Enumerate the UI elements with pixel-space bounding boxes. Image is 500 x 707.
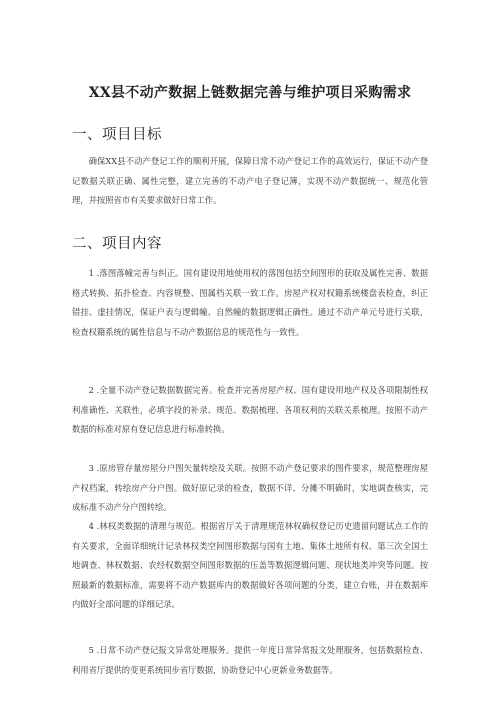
goal-paragraph: 确保XX县不动产登记工作的顺利开展，保障日常不动产登记工作的高效运行，保证不动产登记数据关联正确、属性完整，建立完善的不动产电子登记簿，实现不动产数据统一、规范化管理，并按照省市有关要求做好日常工作。 (72, 156, 428, 205)
content-paragraph-4: 4 .林权类数据的清理与规范。根据省厅关于清理规范林权确权登记历史遗留问题试点工作的有关要求，全面详细统计记录林权类空间图形数据与国有土地、集体土地所有权、第三次全国土地调查、林权数据、农经权数据空间图形数据的压盖等数据逻辑问题、现状地类冲突等问题。按照最新的数据标准，需要将不动产数据库内的数据做好各项问题的分类，建立台账，并在数据库内做好全部问题的详细记录。 (72, 521, 428, 609)
section-heading-goal: 一、项目目标 (72, 127, 162, 143)
document-title: XX县不动产数据上链数据完善与维护项目采购需求 (88, 85, 412, 101)
content-paragraph-1: 1 .落图落幢完善与纠正。国有建设用地使用权的落图包括空间图形的获取及属性完善、数据格式转换、拓扑检查、内容规整、图属档关联一致工作。房屋产权对权籍系统楼盘表检查，纠正错挂、虚挂情况，保证户表与逻辑幢、自然幢的数据逻辑正确性。通过不动产单元号进行关联，检查权籍系统的属性信息与不动产数据信息的规范性与一致性。 (72, 268, 428, 337)
content-paragraph-5: 5 .日常不动产登记报文异常处理服务。提供一年度日常异常报文处理服务，包括数据检查、利用省厅提供的变更系统同步省厅数据，协助登记中心更新业务数据等。 (72, 645, 428, 675)
section-heading-content: 二、项目内容 (72, 236, 162, 252)
content-paragraph-2: 2 .全量不动产登记数据数据完善。检查并完善房屋产权、国有建设用地产权及各项限制性权利准确性、关联性，必填字段的补录、规范、数据梳理、各项权利的关联关系梳理。按照不动产数据的标准对原有登记信息进行标准转换。 (72, 385, 428, 434)
content-paragraph-3: 3 .原房管存量房屋分户图矢量转绘及关联。按照不动产登记要求的图件要求，规范整理房屋产权档案，转绘房产分户图。做好原记录的检查，数据不详、分摊不明确时，实地调查核实，完成标准不动产分户图转绘。 (72, 463, 428, 512)
